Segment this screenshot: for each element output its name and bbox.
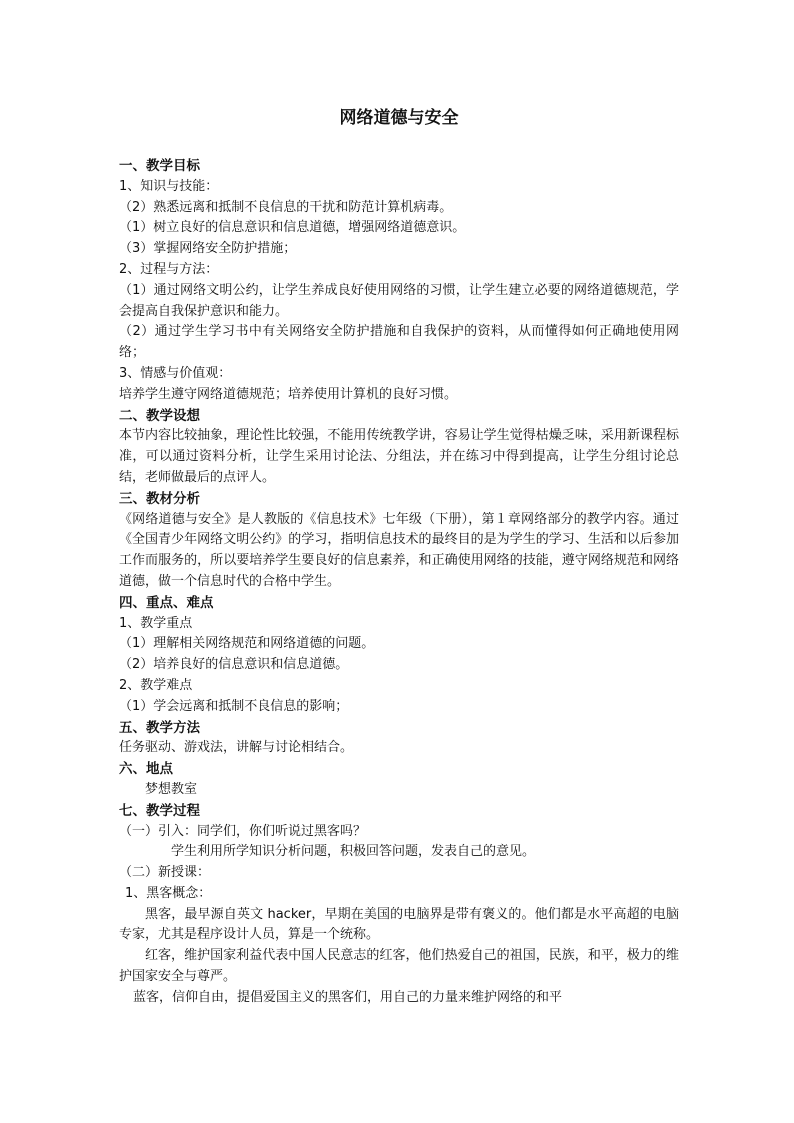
- section-heading: 一、教学目标: [119, 158, 200, 174]
- paragraph: 蓝客，信仰自由，提倡爱国主义的黑客们，用自己的力量来维护网络的和平: [133, 989, 563, 1005]
- paragraph: 1、教学重点: [119, 615, 193, 631]
- paragraph: （一）引入：同学们，你们听说过黑客吗？: [119, 823, 367, 839]
- paragraph: 学生利用所学知识分析问题，积极回答问题，发表自己的意见。: [171, 844, 536, 860]
- paragraph: （3）掌握网络安全防护措施；: [119, 241, 297, 257]
- section-heading: 三、教材分析: [119, 490, 200, 507]
- paragraph: 任务驱动、游戏法，讲解与讨论相结合。: [119, 740, 354, 756]
- paragraph: （2）熟悉远离和抵制不良信息的干扰和防范计算机病毒。: [119, 199, 453, 215]
- paragraph: 本节内容比较抽象，理论性比较强，不能用传统教学讲，容易让学生觉得枯燥乏味，采用新课程标准，可以通过资料分析，让学生采用讨论法、分组法，并在练习中得到提高，让学生分组讨论总结，老师做最后的点评人。: [119, 428, 679, 485]
- paragraph: （1）学会远离和抵制不良信息的影响；: [119, 698, 349, 714]
- section-heading: 五、教学方法: [119, 719, 200, 736]
- document-body: [119, 156, 679, 1009]
- paragraph: 3、情感与价值观：: [119, 365, 232, 381]
- paragraph: （2）通过学生学习书中有关网络安全防护措施和自我保护的资料，从而懂得如何正确地使用网络；: [119, 324, 679, 361]
- paragraph: 培养学生遵守网络道德规范；培养使用计算机的良好习惯。: [119, 386, 458, 402]
- paragraph: （1）理解相关网络规范和网络道德的问题。: [119, 636, 375, 652]
- paragraph: 2、教学难点: [119, 677, 193, 693]
- paragraph: 1、黑客概念：: [125, 885, 212, 901]
- document-title: 网络道德与安全: [339, 108, 459, 128]
- paragraph: （2）培养良好的信息意识和信息道德。: [119, 657, 349, 673]
- paragraph: 2、过程与方法：: [119, 261, 219, 277]
- paragraph: （1）树立良好的信息意识和信息道德，增强网络道德意识。: [119, 220, 466, 236]
- section-heading: 四、重点、难点: [119, 594, 214, 611]
- document-page: [119, 100, 679, 1009]
- paragraph: 红客，维护国家利益代表中国人民意志的红客，他们热爱自己的祖国，民族，和平，极力的维护国家安全与尊严。: [119, 948, 679, 985]
- section-heading: 六、地点: [119, 761, 173, 778]
- paragraph: 《网络道德与安全》是人教版的《信息技术》七年级（下册），第１章网络部分的教学内容。通过《全国青少年网络文明公约》的学习，指明信息技术的最终目的是为学生的学习、生活和以后参加工作而服务的，所以要培养学生要良好的信息素养，和正确使用网络的技能，遵守网络规范和网络道德，做一个信息时代的合格中学生。: [119, 511, 679, 589]
- paragraph: 1、知识与技能：: [119, 178, 219, 194]
- paragraph: 梦想教室: [145, 781, 198, 797]
- section-heading: 七、教学过程: [119, 802, 200, 819]
- paragraph: （二）新授课：: [119, 865, 211, 881]
- paragraph: 黑客，最早源自英文 hacker，早期在美国的电脑界是带有褒义的。他们都是水平高超的电脑专家，尤其是程序设计人员，算是一个统称。: [119, 906, 679, 943]
- paragraph: （1）通过网络文明公约，让学生养成良好使用网络的习惯，让学生建立必要的网络道德规范，学会提高自我保护意识和能力。: [119, 282, 679, 319]
- section-heading: 二、教学设想: [119, 407, 200, 424]
